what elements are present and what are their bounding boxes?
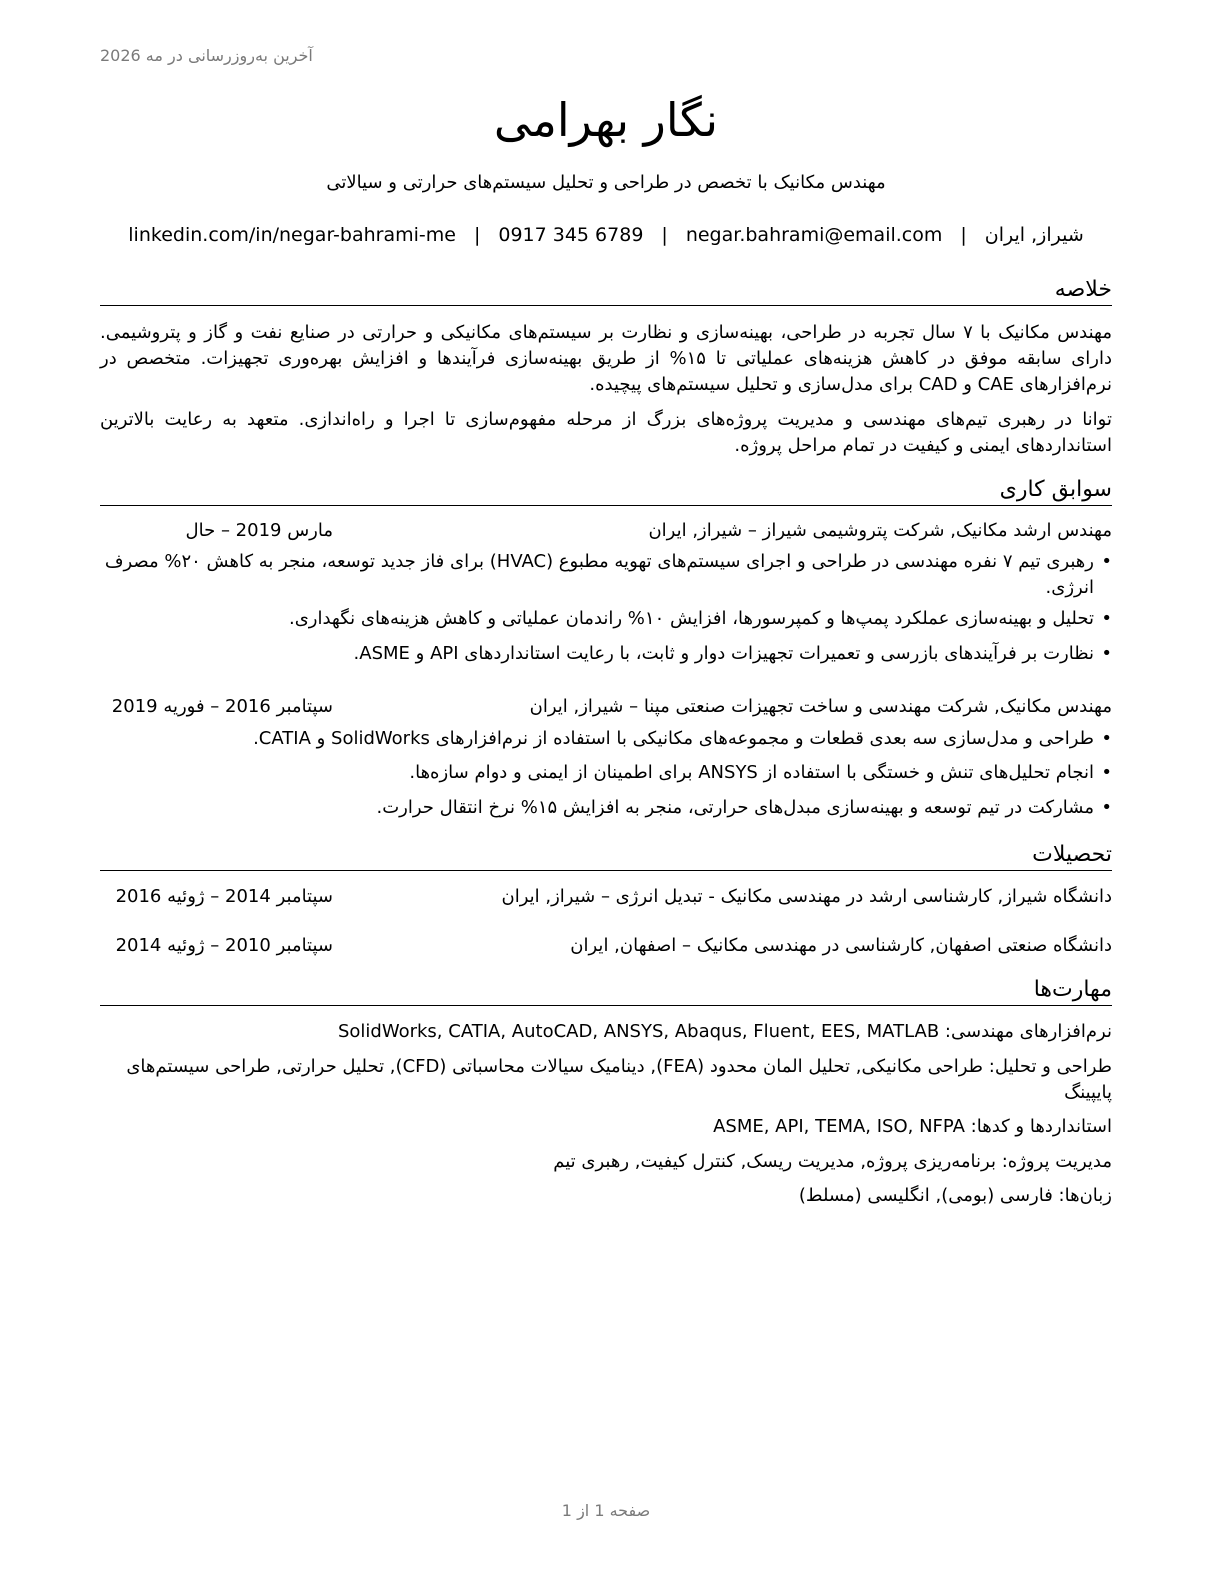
- section-title-experience: سوابق کاری: [100, 475, 1112, 506]
- skill-label: زبان‌ها :: [1053, 1185, 1112, 1206]
- job-date: مارس 2019 – حال: [185, 520, 333, 541]
- last-updated-note: آخرین به‌روزرسانی در مه 2026: [100, 46, 313, 65]
- skill-label: نرم‌افزارهای مهندسی :: [939, 1021, 1112, 1042]
- candidate-tagline: مهندس مکانیک با تخصص در طراحی و تحلیل سیستم‌های حرارتی و سیالاتی: [326, 172, 886, 193]
- education-title: دانشگاه شیراز, کارشناسی ارشد در مهندسی مکانیک - تبدیل انرژی – شیراز, ایران: [501, 886, 1112, 907]
- job-heading: [100, 694, 1112, 720]
- section-title-education: تحصیلات: [100, 840, 1112, 871]
- skill-value: طراحی مکانیکی, تحلیل المان محدود (FEA), دینامیک سیالات محاسباتی (CFD), تحلیل حرارتی, طراحی سیستم‌های پایپینگ: [126, 1056, 1112, 1103]
- skill-label: استانداردها و کدها :: [965, 1116, 1112, 1137]
- resume-page: [100, 0, 1112, 1584]
- job-title: مهندس ارشد مکانیک, شرکت پتروشیمی شیراز – شیراز, ایران: [648, 520, 1112, 541]
- job-bullet: • نظارت بر فرآیندهای بازرسی و تعمیرات تجهیزات دوار و ثابت، با رعایت استانداردهای API و ASME.: [100, 641, 1112, 667]
- contact-email[interactable]: negar.bahrami@email.com: [685, 224, 943, 246]
- contact-phone[interactable]: 0917 345 6789: [498, 224, 644, 246]
- job-title: مهندس مکانیک, شرکت مهندسی و ساخت تجهیزات صنعتی مپنا – شیراز, ایران: [529, 696, 1112, 717]
- job-bullet: • طراحی و مدل‌سازی سه بعدی قطعات و مجموعه‌های مکانیکی با استفاده از نرم‌افزارهای SolidWorks و CATIA.: [100, 726, 1112, 752]
- contact-separator: |: [960, 224, 967, 246]
- contact-separator: |: [473, 224, 481, 246]
- page-number: صفحه 1 از 1: [561, 1501, 651, 1520]
- job-bullet: • مشارکت در تیم توسعه و بهینه‌سازی مبدل‌های حرارتی، منجر به افزایش ۱۵% نرخ انتقال حرارت.: [100, 795, 1112, 821]
- candidate-name: نگار بهرامی: [493, 93, 719, 147]
- job-bullet: • تحلیل و بهینه‌سازی عملکرد پمپ‌ها و کمپرسورها، افزایش ۱۰% راندمان عملیاتی و کاهش هزینه‌های نگهداری.: [100, 606, 1112, 632]
- skill-value: SolidWorks, CATIA, AutoCAD, ANSYS, Abaqus, Fluent, EES, MATLAB: [337, 1021, 940, 1042]
- education-date: سپتامبر 2014 – ژوئیه 2016: [115, 886, 333, 907]
- skill-value: فارسی (بومی), انگلیسی (مسلط): [798, 1185, 1053, 1206]
- section-title-summary: خلاصه: [100, 275, 1112, 306]
- job-bullet: • انجام تحلیل‌های تنش و خستگی با استفاده از ANSYS برای اطمینان از ایمنی و دوام سازه‌ها.: [100, 760, 1112, 786]
- skill-row: [100, 1114, 1112, 1140]
- skill-row: [100, 1149, 1112, 1175]
- section-title-skills: مهارت‌ها: [100, 975, 1112, 1006]
- education-item: [100, 933, 1112, 959]
- skill-value: ASME, API, TEMA, ISO, NFPA: [713, 1116, 965, 1137]
- skill-row: [100, 1054, 1112, 1106]
- skill-row: [100, 1183, 1112, 1209]
- skill-value: برنامه‌ریزی پروژه, مدیریت ریسک, کنترل کیفیت, رهبری تیم: [553, 1151, 996, 1172]
- summary-paragraph: مهندس مکانیک با ۷ سال تجربه در طراحی، بهینه‌سازی و نظارت بر سیستم‌های مکانیکی و حرارتی در صنایع نفت و گاز و پتروشیمی. دارای سابقه موفق در کاهش هزینه‌های عملیاتی تا ۱۵% از طریق بهینه‌سازی فرآیندها و افزایش بهره‌وری تجهیزات. متخصص در نرم‌افزارهای CAE و CAD برای مدل‌سازی و تحلیل سیستم‌های پیچیده.: [100, 322, 1113, 395]
- education-title: دانشگاه صنعتی اصفهان, کارشناسی در مهندسی مکانیک – اصفهان, ایران: [570, 935, 1112, 956]
- skill-label: مدیریت پروژه :: [996, 1151, 1112, 1172]
- job-date: سپتامبر 2016 – فوریه 2019: [111, 696, 333, 717]
- skill-row: [100, 1019, 1112, 1045]
- education-date: سپتامبر 2010 – ژوئیه 2014: [115, 935, 333, 956]
- contact-separator: |: [661, 224, 668, 246]
- contact-location: شیراز, ایران: [984, 224, 1084, 246]
- education-item: [100, 884, 1112, 910]
- skill-label: طراحی و تحلیل :: [983, 1056, 1112, 1077]
- contact-linkedin[interactable]: linkedin.com/in/negar-bahrami-me: [128, 224, 456, 246]
- summary-paragraph: توانا در رهبری تیم‌های مهندسی و مدیریت پروژه‌های بزرگ از مرحله مفهوم‌سازی تا اجرا و راه‌اندازی. متعهد به رعایت بالاترین استانداردهای ایمنی و کیفیت در تمام مراحل پروژه.: [100, 409, 1112, 456]
- job-bullet: • رهبری تیم ۷ نفره مهندسی در طراحی و اجرای سیستم‌های تهویه مطبوع (HVAC) برای فاز جدید توسعه، منجر به کاهش ۲۰% مصرف انرژی.: [100, 549, 1112, 601]
- contact-line: [100, 221, 1112, 249]
- job-heading: [100, 518, 1112, 544]
